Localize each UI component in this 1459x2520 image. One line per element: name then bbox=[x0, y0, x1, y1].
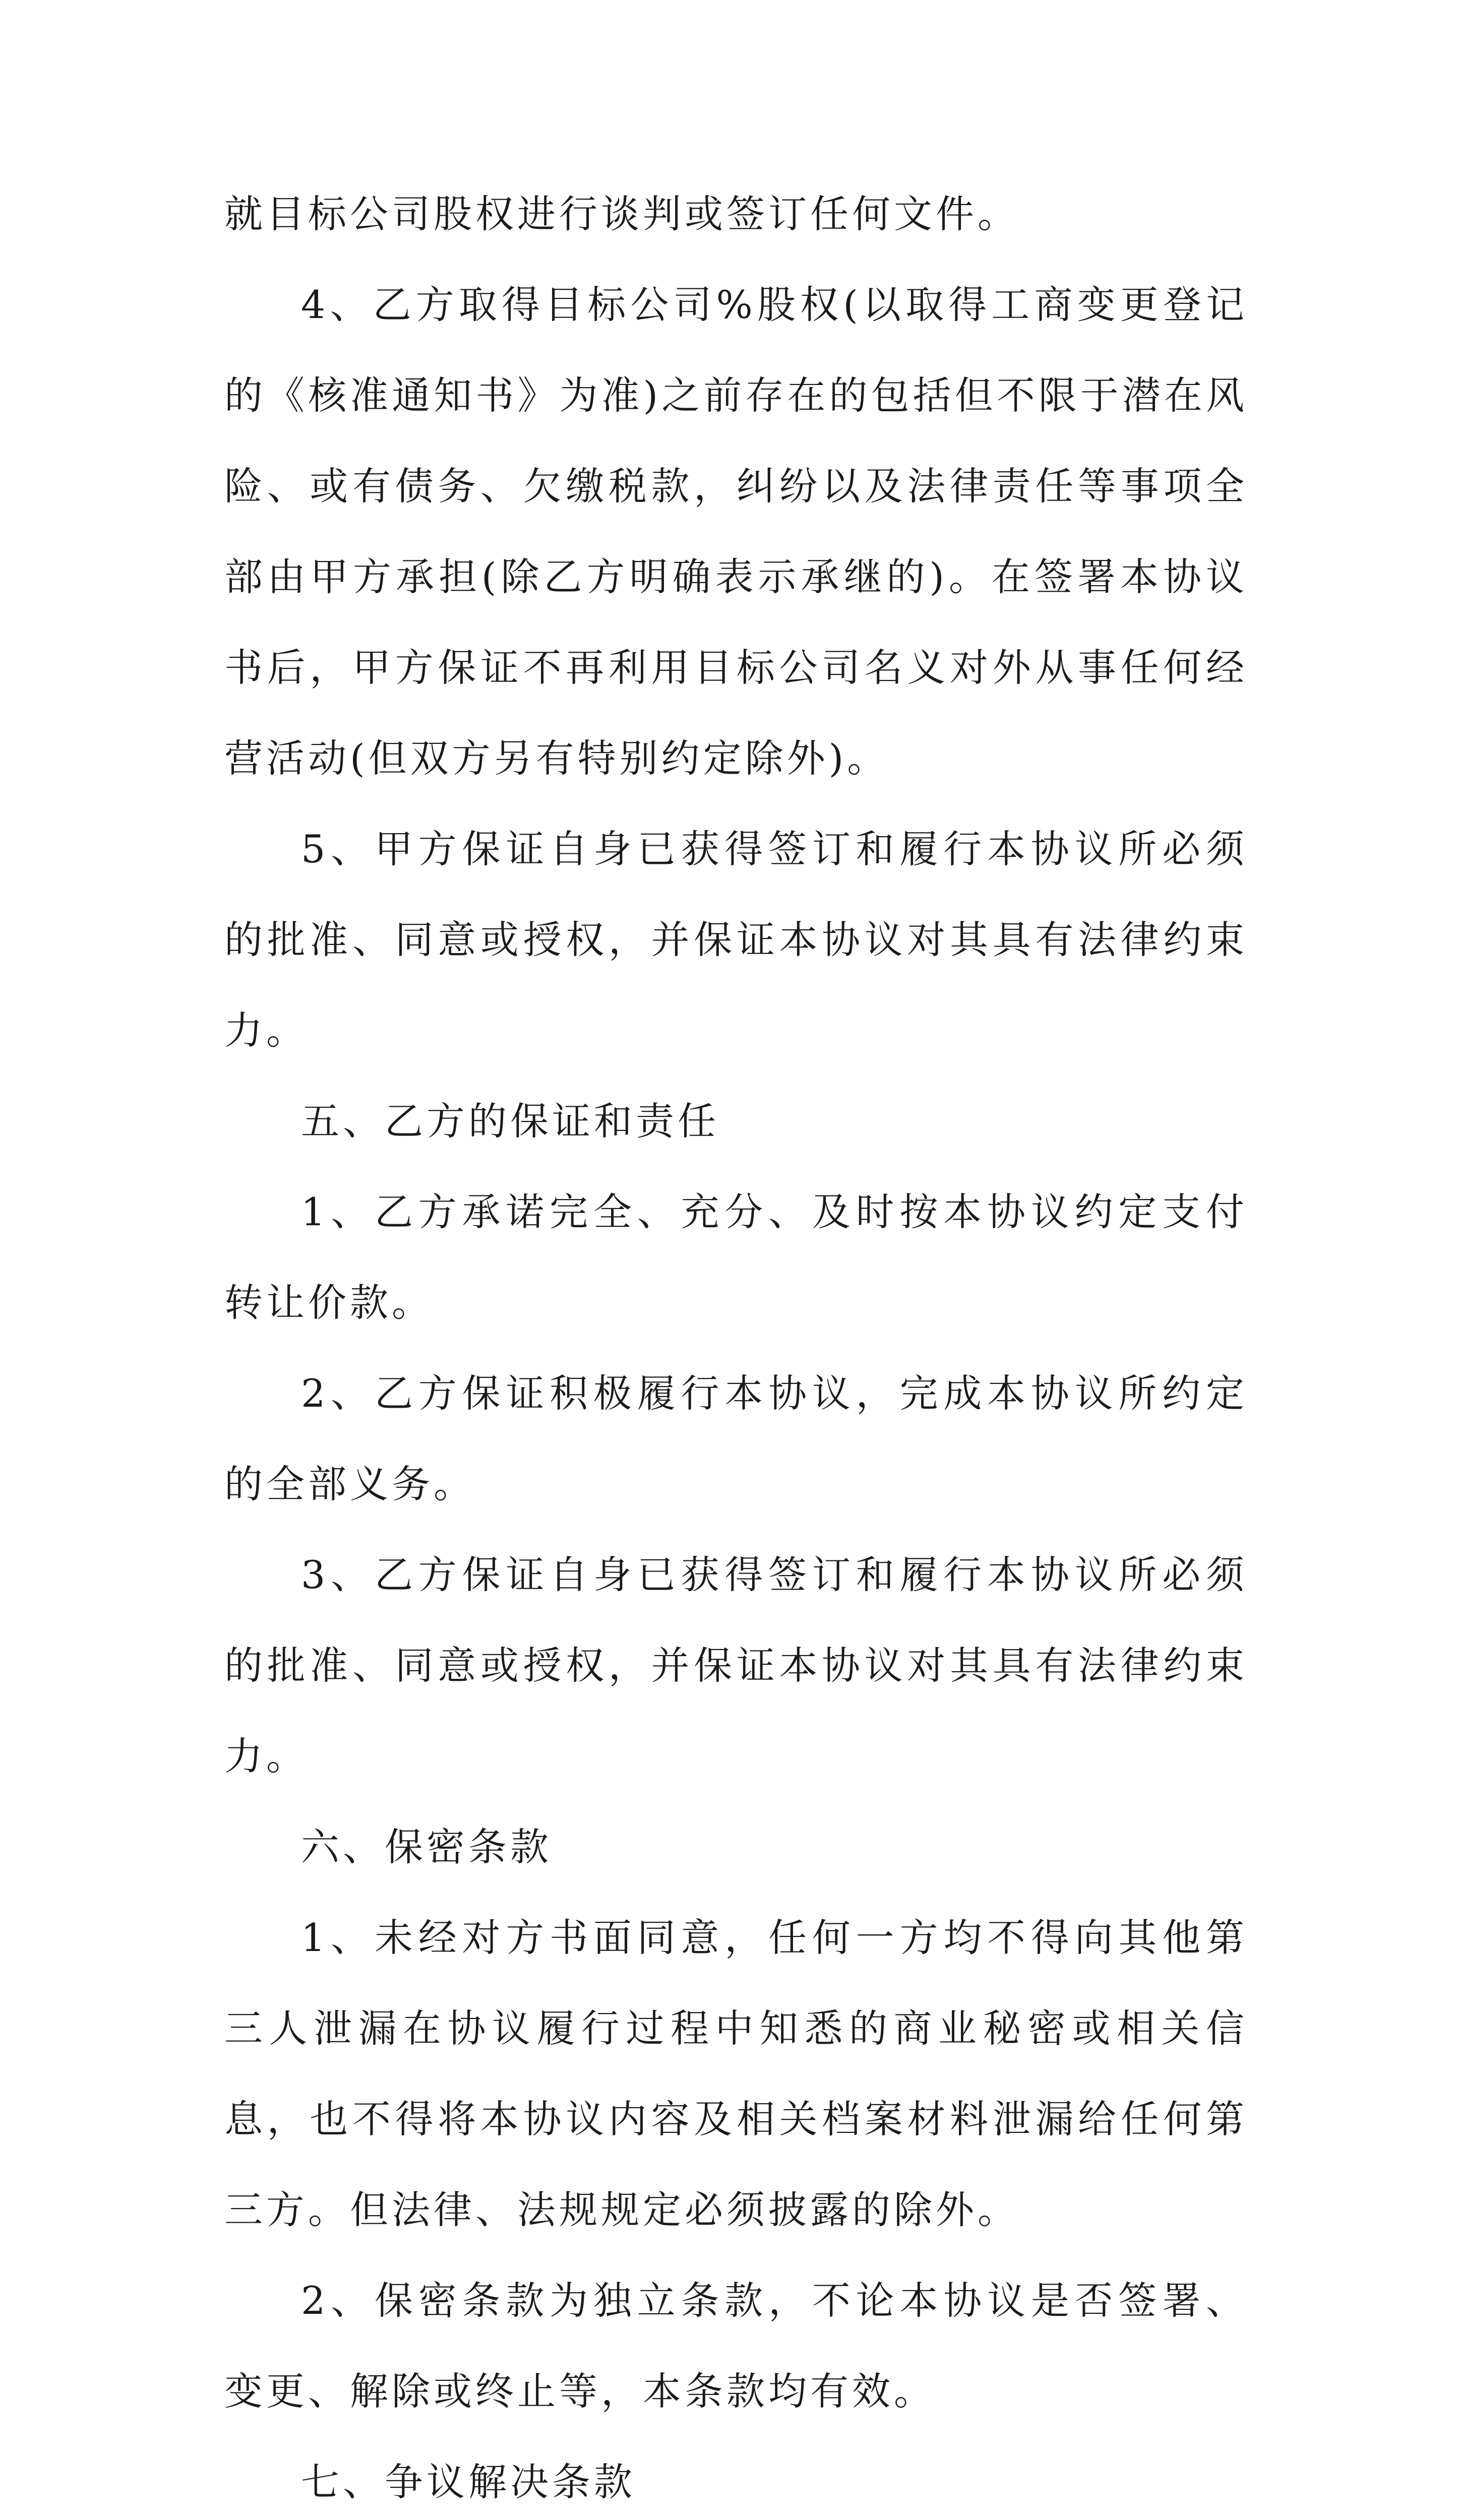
document-body bbox=[224, 169, 1248, 2520]
section-heading-dispute-resolution: 七、争议解决条款 bbox=[301, 2460, 636, 2504]
paragraph-confidentiality-2: 2、保密条款为独立条款，不论本协议是否签署、变更、解除或终止等，本条款均有效。 bbox=[224, 2278, 1248, 2414]
paragraph-clause-3-party-b-authorization: 3、乙方保证自身已获得签订和履行本协议所必须的批准、同意或授权，并保证本协议对其具有法律约束力。 bbox=[224, 1552, 1248, 1779]
paragraph-clause-5-party-a-authorization: 5、甲方保证自身已获得签订和履行本协议所必须的批准、同意或授权，并保证本协议对其具有法律约束力。 bbox=[224, 827, 1248, 1053]
paragraph-clause-2-performance: 2、乙方保证积极履行本协议，完成本协议所约定的全部义务。 bbox=[224, 1371, 1248, 1506]
section-heading-confidentiality: 六、保密条款 bbox=[301, 1824, 552, 1869]
paragraph-continuation: 就目标公司股权进行谈判或签订任何文件。 bbox=[224, 192, 1019, 236]
paragraph-confidentiality-1: 1、未经对方书面同意，任何一方均不得向其他第三人泄漏在协议履行过程中知悉的商业秘密或相关信息，也不得将本协议内容及相关档案材料泄漏给任何第三方。但法律、法规规定必须披露的除外。 bbox=[224, 1915, 1248, 2232]
paragraph-clause-4-risk-liability: 4、乙方取得目标公司%股权(以取得工商变更登记的《核准通知书》为准)之前存在的包括但不限于潜在风险、或有债务、欠缴税款，纠纷以及法律责任等事项全部由甲方承担(除乙方明确表示承继的)。在签署本协议书后，甲方保证不再利用目标公司名义对外从事任何经营活动(但双方另有特别约定除外)。 bbox=[224, 282, 1248, 781]
section-heading-party-b-warranties: 五、乙方的保证和责任 bbox=[301, 1099, 719, 1144]
paragraph-clause-1-payment: 1、乙方承诺完全、充分、及时按本协议约定支付转让价款。 bbox=[224, 1189, 1248, 1325]
